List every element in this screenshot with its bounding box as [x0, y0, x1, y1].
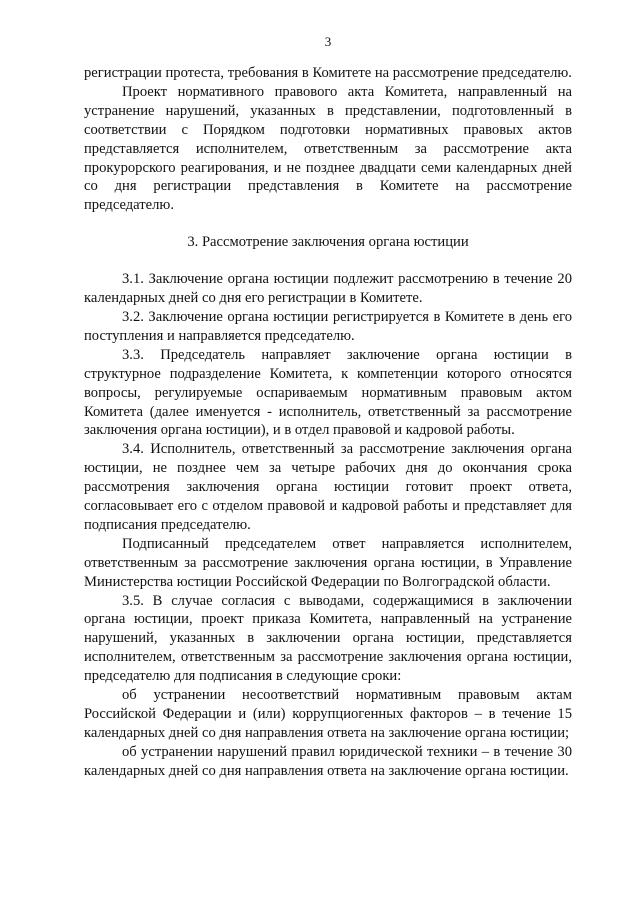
paragraph-3-4: 3.4. Исполнитель, ответственный за рассмотрение заключения органа юстиции, не позднее чем за четыре рабочих дня до окончания срока рассмотрения заключения органа юстиции готовит проект ответа, согласовывает его с отделом правовой и кадровой работы и представляет для подписания председателю. [84, 441, 572, 533]
paragraph-signed-answer: Подписанный председателем ответ направляется исполнителем, ответственным за рассмотрение заключения органа юстиции, в Управление Министерства юстиции Российской Федерации по Волгоградской области. [84, 535, 572, 590]
paragraph-draft-act: Проект нормативного правового акта Комитета, направленный на устранение нарушений, указанных в представлении, подготовленный в соответствии с Порядком подготовки нормативных правовых актов представляется исполнителем, ответственным за рассмотрение акта прокурорского реагирования, и не позднее двадцати семи календарных дней со дня регистрации представления в Комитете на рассмотрение председателю. [84, 83, 572, 214]
document-body [84, 64, 572, 781]
paragraph-3-2: 3.2. Заключение органа юстиции регистрируется в Комитете в день его поступления и направляется председателю. [84, 308, 572, 344]
list-item-deadline-30: об устранении нарушений правил юридической техники – в течение 30 календарных дней со дня направления ответа на заключение органа юстиции. [84, 743, 572, 779]
paragraph-3-3: 3.3. Председатель направляет заключение органа юстиции в структурное подразделение Комитета, к компетенции которого относятся вопросы, регулируемые оспариваемым нормативным правовым актом Комитета (далее именуется - исполнитель, ответственный за рассмотрение заключения органа юстиции), и в отдел правовой и кадровой работы. [84, 346, 572, 439]
paragraph-3-5: 3.5. В случае согласия с выводами, содержащимися в заключении органа юстиции, проект приказа Комитета, направленный на устранение нарушений, указанных в заключении органа юстиции, представляется исполнителем, ответственным за рассмотрение заключения органа юстиции, председателю для подписания в следующие сроки: [84, 592, 572, 685]
paragraph-3-1: 3.1. Заключение органа юстиции подлежит рассмотрению в течение 20 календарных дней со дня его регистрации в Комитете. [84, 271, 572, 307]
list-item-deadline-15: об устранении несоответствий нормативным правовым актам Российской Федерации и (или) коррупциогенных факторов – в течение 15 календарных дней со дня направления ответа на заключение органа юстиции; [84, 687, 572, 741]
paragraph-continuation: регистрации протеста, требования в Комитете на рассмотрение председателю. [84, 65, 572, 81]
section-heading: 3. Рассмотрение заключения органа юстиции [187, 234, 469, 251]
page-number: 3 [324, 34, 332, 49]
